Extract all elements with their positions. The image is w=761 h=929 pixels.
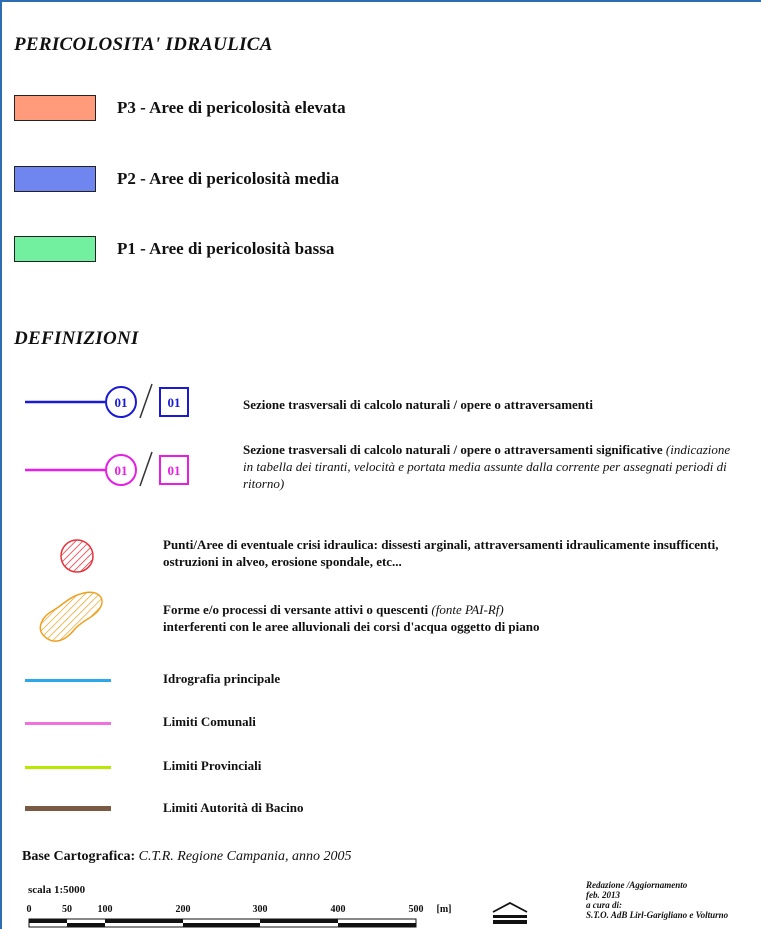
slope-process-symbol [34, 588, 114, 650]
def-slope-text2: interferenti con le aree alluvionali dei corsi d'acqua oggetto di piano [163, 619, 540, 634]
cross-section-symbol [22, 380, 202, 424]
definitions-title: DEFINIZIONI [14, 328, 139, 349]
crisis-point-symbol [58, 537, 98, 577]
def-slope-note: (fonte PAI-Rf) [431, 602, 504, 617]
authority-logo [490, 900, 530, 926]
scale-unit: [m] [436, 904, 452, 915]
def-cross-sections: Sezione trasversali di calcolo naturali / opere o attraversamenti [243, 397, 593, 412]
def-crisis-points: Punti/Aree di eventuale crisi idraulica: dissesti arginali, attraversamenti idraulicamente insufficenti, ostruzioni in alveo, erosione spondale, etc... [163, 537, 719, 569]
base-cartography [22, 849, 351, 865]
scale-tick-100: 100 [97, 904, 113, 915]
section-circle-number: 01 [114, 463, 128, 478]
base-value: C.T.R. Regione Campania, anno 2005 [138, 849, 352, 864]
def-basin-authority-limits: Limiti Autorità di Bacino [163, 800, 304, 815]
def-provincial-limits: Limiti Provinciali [163, 758, 262, 773]
def-significant-text: Sezione trasversali di calcolo naturali / opere o attraversamenti significative [243, 442, 663, 457]
municipal-line-symbol [25, 722, 111, 725]
section-square-number: 01 [167, 395, 181, 410]
hydrography-line-symbol [25, 679, 111, 682]
credits-block [586, 880, 758, 920]
scale-tick-400: 400 [330, 904, 346, 915]
credits-line4: S.T.O. AdB Lirl-Garigliano e Volturno [586, 910, 729, 920]
def-municipal-limits: Limiti Comunali [163, 714, 256, 729]
def-significant-note: (indicazione in tabella dei tiranti, velocità e portata media assunte dalla corrente per assegnati periodi di ritorno) [243, 442, 731, 491]
scale-tick-200: 200 [175, 904, 191, 915]
def-main-hydrography: Idrografia principale [163, 671, 281, 686]
def-slope-processes [163, 601, 723, 635]
hazard-title: PERICOLOSITA' IDRAULICA [14, 34, 273, 55]
def-significant-cross-sections [243, 441, 733, 492]
label-p1: P1 - Aree di pericolosità bassa [117, 239, 335, 258]
significant-cross-section-symbol [22, 448, 202, 492]
scale-tick-50: 50 [62, 904, 72, 915]
credits-line3: a cura di: [586, 900, 622, 910]
provincial-line-symbol [25, 766, 111, 769]
credits-line1: Redazione /Aggiornamento [586, 880, 688, 890]
scale-tick-300: 300 [252, 904, 268, 915]
section-circle-number: 01 [114, 395, 128, 410]
scale-label: scala 1:5000 [28, 884, 86, 896]
scale-bar [22, 900, 472, 929]
basin-line-symbol [25, 806, 111, 811]
section-square-number: 01 [167, 463, 181, 478]
label-p2: P2 - Aree di pericolosità media [117, 169, 340, 188]
swatch-p1 [14, 236, 96, 262]
scale-tick-500: 500 [408, 904, 424, 915]
scale-tick-0: 0 [26, 904, 32, 915]
swatch-p2 [14, 166, 96, 192]
swatch-p3 [14, 95, 96, 121]
base-label: Base Cartografica: [22, 849, 136, 864]
credits-line2: feb. 2013 [586, 890, 620, 900]
label-p3: P3 - Aree di pericolosità elevata [117, 98, 346, 117]
def-slope-text: Forme e/o processi di versante attivi o quescenti [163, 602, 429, 617]
